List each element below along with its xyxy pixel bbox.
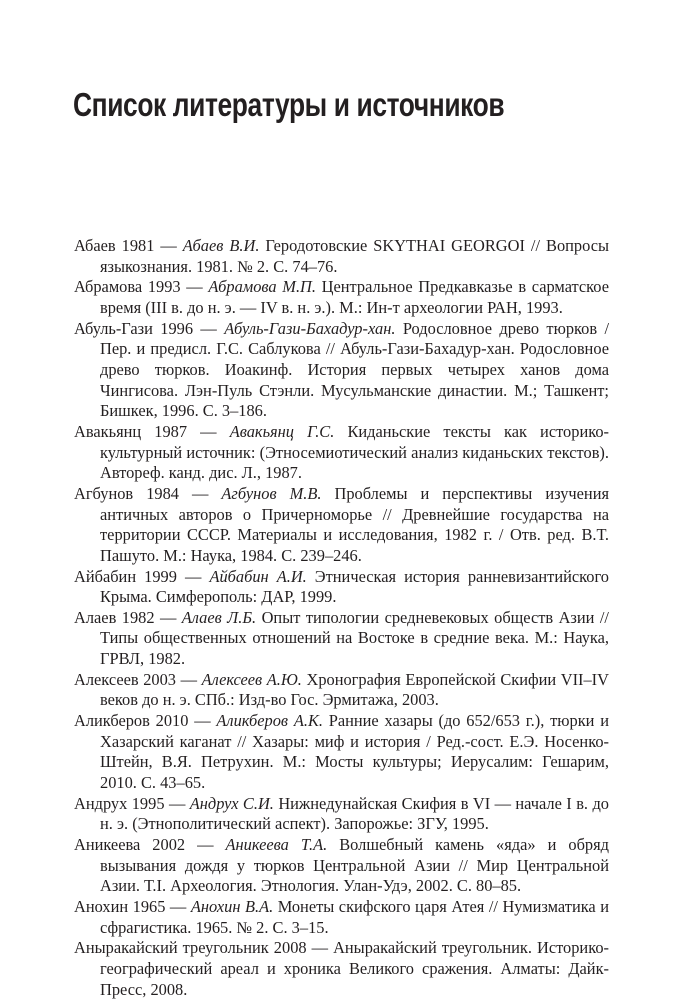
entry-key: Аликберов 2010 — <box>74 711 217 731</box>
entry-key: Айбабин 1999 — <box>74 566 210 586</box>
entry-text: Хронография Европейской Скифии VII–IV веков до н. э. СПб.: Изд-во Гос. Эрмитажа, 2003. <box>100 669 609 710</box>
bibliography-entry <box>74 484 609 567</box>
bibliography-entry <box>74 277 609 318</box>
entry-text: Киданьские тексты как историко-культурный источник: (Этносемиотический анализ киданьских текстов). Автореф. канд. дис. Л., 1987. <box>100 421 609 483</box>
bibliography-entry <box>74 938 609 1000</box>
entry-text: Проблемы и перспективы изучения античных авторов о Причерноморье // Древнейшие государства на территории СССР. Материалы и исследования, 1982 г. / Отв. ред. В.Т. Пашуто. М.: Наука, 1984. С. 239–246. <box>100 483 610 565</box>
entry-key: Авакьянц 1987 — <box>74 421 230 441</box>
entry-author: Алаев Л.Б. <box>181 607 257 627</box>
bibliography-entry <box>74 422 609 484</box>
entry-author: Аликберов А.К. <box>216 711 323 731</box>
entry-author: Абрамова М.П. <box>208 277 316 297</box>
entry-text: Геродотовские SKYTHAI GEORGOI // Вопросы языкознания. 1981. № 2. С. 74–76. <box>100 236 609 276</box>
entry-key: Алексеев 2003 — <box>74 669 202 689</box>
bibliography-entry <box>74 711 609 794</box>
entry-text: Нижнедунайская Скифия в VI — начале I в. до н. э. (Этнополитический аспект). Запорожье: ЗГУ, 1995. <box>100 793 609 834</box>
entry-text: Монеты скифского царя Атея // Нумизматика и сфрагистика. 1965. № 2. С. 3–15. <box>100 897 609 937</box>
entry-author: Алексеев А.Ю. <box>201 669 302 689</box>
entry-key: Андрух 1995 — <box>74 793 190 813</box>
entry-key: Абуль-Гази 1996 — <box>74 318 225 338</box>
page-title: Список литературы и источников <box>73 86 505 123</box>
entry-text: Этническая история ранневизантийского Крыма. Симферополь: ДАР, 1999. <box>100 566 609 607</box>
bibliography-entry <box>74 567 609 608</box>
entry-key: Алаев 1982 — <box>74 607 182 627</box>
entry-key: Абаев 1981 — <box>74 236 183 255</box>
bibliography-entry <box>74 670 609 711</box>
entry-key: Аникеева 2002 — <box>74 835 226 855</box>
entry-author: Анохин В.А. <box>190 897 274 916</box>
entry-key: Агбунов 1984 — <box>74 483 222 503</box>
entry-author: Абуль-Гази-Бахадур-хан. <box>224 318 396 338</box>
bibliography-entry <box>74 319 609 422</box>
bibliography-entry <box>74 835 609 897</box>
entry-text: Волшебный камень «яда» и обряд вызывания дождя у тюрков Центральной Азии // Мир Центральной Азии. Т.I. Археология. Этнология. Улан-Удэ, 2002. С. 80–85. <box>100 835 610 896</box>
entry-text: Ранние хазары (до 652/653 г.), тюрки и Хазарский каганат // Хазары: миф и история / Ред.-сост. Е.Э. Носенко-Штейн, В.Я. Петрухин. М.: Мосты культуры; Иерусалим: Гешарим, 2010. С. 43–65. <box>100 711 609 793</box>
bibliography-entry <box>74 608 609 670</box>
entry-key: Аныракайский треугольник 2008 — <box>74 938 334 958</box>
bibliography-entry <box>74 236 609 277</box>
entry-author: Абаев В.И. <box>182 236 260 255</box>
entry-author: Агбунов М.В. <box>221 483 322 503</box>
entry-text: Родословное древо тюрков / Пер. и предисл. Г.С. Саблукова // Абуль-Гази-Бахадур-хан. Родословное древо тюрков. Иоакинф. История первых четырех ханов дома Чингисова. Лэн-Пуль Стэнли. Мусульманские династии. М.; Ташкент; Бишкек, 1996. С. 3–186. <box>100 318 610 421</box>
bibliography-list <box>74 236 609 1000</box>
entry-text: Аныракайский треугольник. Историко-географический ареал и хроника Великого сражения. Алматы: Дайк-Пресс, 2008. <box>100 938 609 999</box>
entry-key: Абрамова 1993 — <box>74 277 209 297</box>
entry-text: Опыт типологии средневековых обществ Азии // Типы общественных отношений на Востоке в средние века. М.: Наука, ГРВЛ, 1982. <box>100 607 609 669</box>
bibliography-entry <box>74 897 609 938</box>
entry-author: Авакьянц Г.С. <box>229 421 335 441</box>
entry-text: Центральное Предкавказье в сарматское время (III в. до н. э. — IV в. н. э.). М.: Ин-т археологии РАН, 1993. <box>100 277 609 317</box>
entry-author: Андрух С.И. <box>189 793 274 813</box>
entry-key: Анохин 1965 — <box>74 897 191 916</box>
entry-author: Аникеева Т.А. <box>225 835 328 855</box>
bibliography-entry <box>74 794 609 835</box>
entry-author: Айбабин А.И. <box>209 566 307 586</box>
